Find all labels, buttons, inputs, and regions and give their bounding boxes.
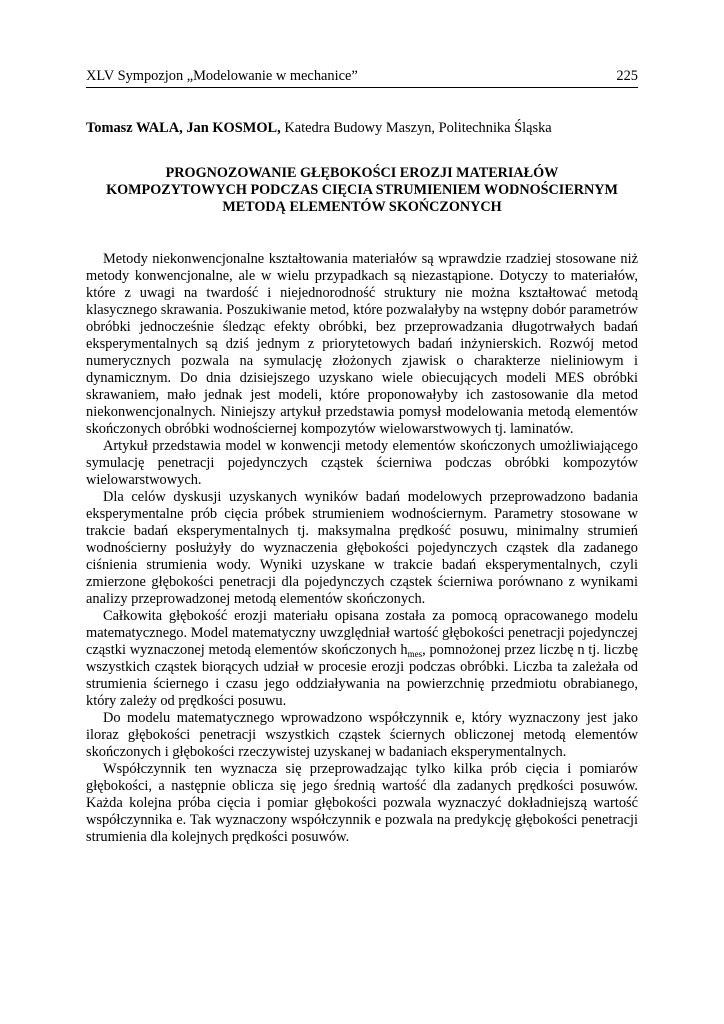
- paragraph-4-part-b: , pomnożonej przez liczbę n tj. liczbę wszystkich cząstek biorących udział w procesie erozji podczas obróbki. Liczba ta zależała od strumienia ściernego i czasu jego oddziaływania na powierzchnię przedmiotu obrabianego, który zależy od prędkości posuwu.: [86, 642, 638, 709]
- author-line: [86, 119, 646, 137]
- paragraph-2: Artykuł przedstawia model w konwencji metody elementów skończonych umożliwiającego symulację penetracji pojedynczych cząstek ścierniwa podczas obróbki kompozytów wielowarstwowych.: [86, 438, 638, 488]
- paragraph-4: [86, 608, 638, 710]
- paragraph-1: Metody niekonwencjonalne kształtowania materiałów są wprawdzie rzadziej stosowane niż metody konwencjonalne, ale w wielu przypadkach są niezastąpione. Dotyczy to materiałów, które z uwagi na twardość i niejednorodność struktury nie można kształtować metodą klasycznego skrawania. Poszukiwanie metod, które pozwalałyby na wstępny dobór parametrów obróbki jednocześnie śledząc efekty obróbki, bez przeprowadzania długotrwałych badań eksperymentalnych są dziś jednym z priorytetowych badań inżynierskich. Rozwój metod numerycznych pozwala na symulację złożonych zjawisk o charakterze nieliniowym i dynamicznym. Do dnia dzisiejszego uzyskano wiele obiecujących modeli MES obróbki skrawaniem, mało jednak jest modeli, które proponowałyby ich zastosowanie dla metod niekonwencjonalnych. Niniejszy artykuł przedstawia pomysł modelowania metodą elementów skończonych obróbki wodnościernej kompozytów wielowarstwowych tj. laminatów.: [86, 251, 638, 437]
- body-text: [86, 251, 638, 846]
- title-line-3: METODĄ ELEMENTÓW SKOŃCZONYCH: [222, 199, 502, 215]
- journal-title: XLV Sympozjon „Modelowanie w mechanice”: [86, 68, 358, 84]
- title-line-2: KOMPOZYTOWYCH PODCZAS CIĘCIA STRUMIENIEM WODNOŚCIERNYM: [106, 182, 618, 198]
- paragraph-5: Do modelu matematycznego wprowadzono współczynnik e, który wyznaczony jest jako iloraz głębokości penetracji wszystkich cząstek ściernych obliczonej metodą elementów skończonych i głębokości rzeczywistej uzyskanej w badaniach eksperymentalnych.: [86, 710, 638, 760]
- paper-title: [86, 165, 638, 216]
- paragraph-6: Współczynnik ten wyznacza się przeprowadzając tylko kilka prób cięcia i pomiarów głębokości, a następnie oblicza się jego średnią wartość dla zadanych prędkości posuwów. Każda kolejna próba cięcia i pomiar głębokości pozwala wyznaczyć dokładniejszą wartość współczynnika e. Tak wyznaczony współczynnik e pozwala na predykcję głębokości penetracji strumienia dla kolejnych prędkości posuwów.: [86, 761, 638, 845]
- author-affiliation: Katedra Budowy Maszyn, Politechnika Śląska: [280, 120, 552, 136]
- h-mes-subscript: mes: [407, 649, 423, 659]
- title-line-1: PROGNOZOWANIE GŁĘBOKOŚCI EROZJI MATERIAŁÓW: [165, 165, 559, 181]
- running-header: [86, 67, 638, 88]
- paragraph-4-part-a: Całkowita głębokość erozji materiału opisana została za pomocą opracowanego modelu matematycznego. Model matematyczny uwzględniał wartość głębokości penetracji pojedynczej cząstki wyznaczonej metodą elementów skończonych h: [86, 608, 638, 658]
- paragraph-3: Dla celów dyskusji uzyskanych wyników badań modelowych przeprowadzono badania eksperymentalne prób cięcia próbek strumieniem wodnościernym. Parametry stosowane w trakcie badań eksperymentalnych tj. maksymalna prędkość posuwu, minimalny strumień wodnościerny posłużyły do wyznaczenia głębokości pojedynczych cząstek dla zadanego ciśnienia strumienia wody. Wyniki uzyskane w trakcie badań eksperymentalnych, czyli zmierzone głębokości penetracji dla pojedynczych cząstek ścierniwa porównano z wynikami analizy przeprowadzonej metodą elementów skończonych.: [86, 489, 638, 607]
- author-names: Tomasz WALA, Jan KOSMOL,: [86, 120, 281, 136]
- page-number: 225: [616, 68, 638, 84]
